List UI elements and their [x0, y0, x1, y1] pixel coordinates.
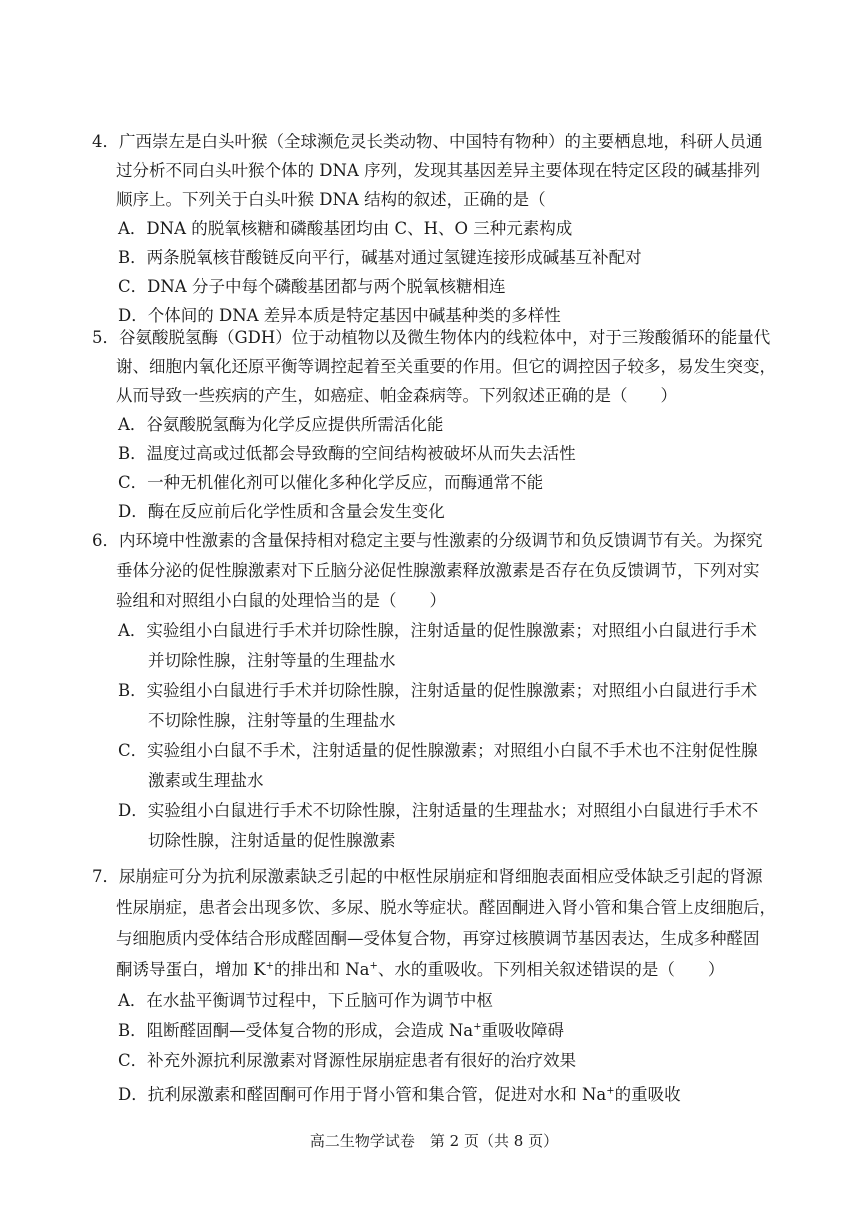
question-7-stem-line-4	[116, 959, 724, 981]
question-7-option-a: A．在水盐平衡调节过程中，下丘脑可作为调节中枢	[118, 991, 493, 1010]
question-5-stem-line-1: 5．谷氨酸脱氢酶（GDH）位于动植物以及微生物体内的线粒体中，对于三羧酸循环的能量代	[92, 328, 771, 347]
question-5-stem-line-3: 从而导致一些疾病的产生，如癌症、帕金森病等。下列叙述正确的是（ ）	[116, 386, 677, 405]
stem-text: 、水的重吸收。下列相关叙述错误的是（ ）	[377, 960, 725, 979]
question-5-stem-line-2: 谢、细胞内氧化还原平衡等调控起着至关重要的作用。但它的调控因子较多，易发生突变，	[116, 357, 776, 376]
question-6-option-a-line-2: 并切除性腺，注射等量的生理盐水	[148, 651, 396, 670]
question-4-option-a: A．DNA 的脱氧核糖和磷酸基团均由 C、H、O 三种元素构成	[118, 219, 573, 238]
question-4-stem-line-3: 顺序上。下列关于白头叶猴 DNA 结构的叙述，正确的是（	[116, 190, 546, 209]
superscript-plus: +	[265, 960, 274, 972]
question-6-option-d-line-1: D．实验组小白鼠进行手术不切除性腺，注射适量的生理盐水；对照组小白鼠进行手术不	[118, 801, 759, 820]
question-6-option-c-line-1: C．实验组小白鼠不手术，注射适量的促性腺激素；对照组小白鼠不手术也不注射促性腺	[118, 741, 758, 760]
question-7-option-d	[118, 1084, 681, 1106]
question-7-option-b	[118, 1020, 564, 1042]
option-text: 的重吸收	[614, 1085, 681, 1104]
question-6-stem-line-3: 验组和对照组小白鼠的处理恰当的是（ ）	[116, 591, 446, 610]
superscript-plus: +	[473, 1021, 482, 1033]
question-6-option-c-line-2: 激素或生理盐水	[148, 771, 264, 790]
question-6-option-b-line-1: B．实验组小白鼠进行手术并切除性腺，注射适量的促性腺激素；对照组小白鼠进行手术	[118, 681, 758, 700]
option-text: 重吸收障碍	[481, 1021, 565, 1040]
stem-text: 酮诱导蛋白，增加 K	[116, 960, 266, 979]
superscript-plus: +	[369, 960, 378, 972]
option-text: B．阻断醛固酮—受体复合物的形成，会造成 Na	[118, 1021, 474, 1040]
question-7-stem-line-2: 性尿崩症，患者会出现多饮、多尿、脱水等症状。醛固酮进入肾小管和集合管上皮细胞后，	[116, 898, 776, 917]
question-7-stem-line-3: 与细胞质内受体结合形成醛固酮—受体复合物，再穿过核膜调节基因表达，生成多种醛固	[116, 929, 760, 948]
question-6-option-a-line-1: A．实验组小白鼠进行手术并切除性腺，注射适量的促性腺激素；对照组小白鼠进行手术	[118, 621, 757, 640]
question-4-option-d: D．个体间的 DNA 差异本质是特定基因中碱基种类的多样性	[118, 306, 561, 325]
question-7-stem-line-1: 7．尿崩症可分为抗利尿激素缺乏引起的中枢性尿崩症和肾细胞表面相应受体缺乏引起的肾源	[92, 867, 763, 886]
question-7-option-c: C．补充外源抗利尿激素对肾源性尿崩症患者有很好的治疗效果	[118, 1051, 577, 1070]
page-footer: 高二生物学试卷 第 2 页（共 8 页）	[309, 1132, 559, 1150]
superscript-plus: +	[606, 1085, 615, 1097]
stem-text: 的排出和 Na	[273, 960, 370, 979]
question-5-option-d: D．酶在反应前后化学性质和含量会发生变化	[118, 502, 445, 521]
question-4-stem-line-2: 过分析不同白头叶猴个体的 DNA 序列，发现其基因差异主要体现在特定区段的碱基排列	[116, 161, 761, 180]
question-6-stem-line-2: 垂体分泌的促性腺激素对下丘脑分泌促性腺激素释放激素是否存在负反馈调节，下列对实	[116, 561, 760, 580]
question-4-stem-line-1: 4．广西崇左是白头叶猴（全球濒危灵长类动物、中国特有物种）的主要栖息地，科研人员通	[92, 132, 763, 151]
question-5-option-b: B．温度过高或过低都会导致酶的空间结构被破坏从而失去活性	[118, 444, 576, 463]
question-6-stem-line-1: 6．内环境中性激素的含量保持相对稳定主要与性激素的分级调节和负反馈调节有关。为探究	[92, 531, 763, 550]
question-4-option-c: C．DNA 分子中每个磷酸基团都与两个脱氧核糖相连	[118, 277, 506, 296]
question-5-option-a: A．谷氨酸脱氢酶为化学反应提供所需活化能	[118, 415, 444, 434]
question-4-option-b: B．两条脱氧核苷酸链反向平行，碱基对通过氢键连接形成碱基互补配对	[118, 248, 642, 267]
option-text: D．抗利尿激素和醛固酮可作用于肾小管和集合管，促进对水和 Na	[118, 1085, 607, 1104]
question-6-option-b-line-2: 不切除性腺，注射等量的生理盐水	[148, 711, 396, 730]
question-6-option-d-line-2: 切除性腺，注射适量的促性腺激素	[148, 831, 396, 850]
question-5-option-c: C．一种无机催化剂可以催化多种化学反应，而酶通常不能	[118, 473, 544, 492]
